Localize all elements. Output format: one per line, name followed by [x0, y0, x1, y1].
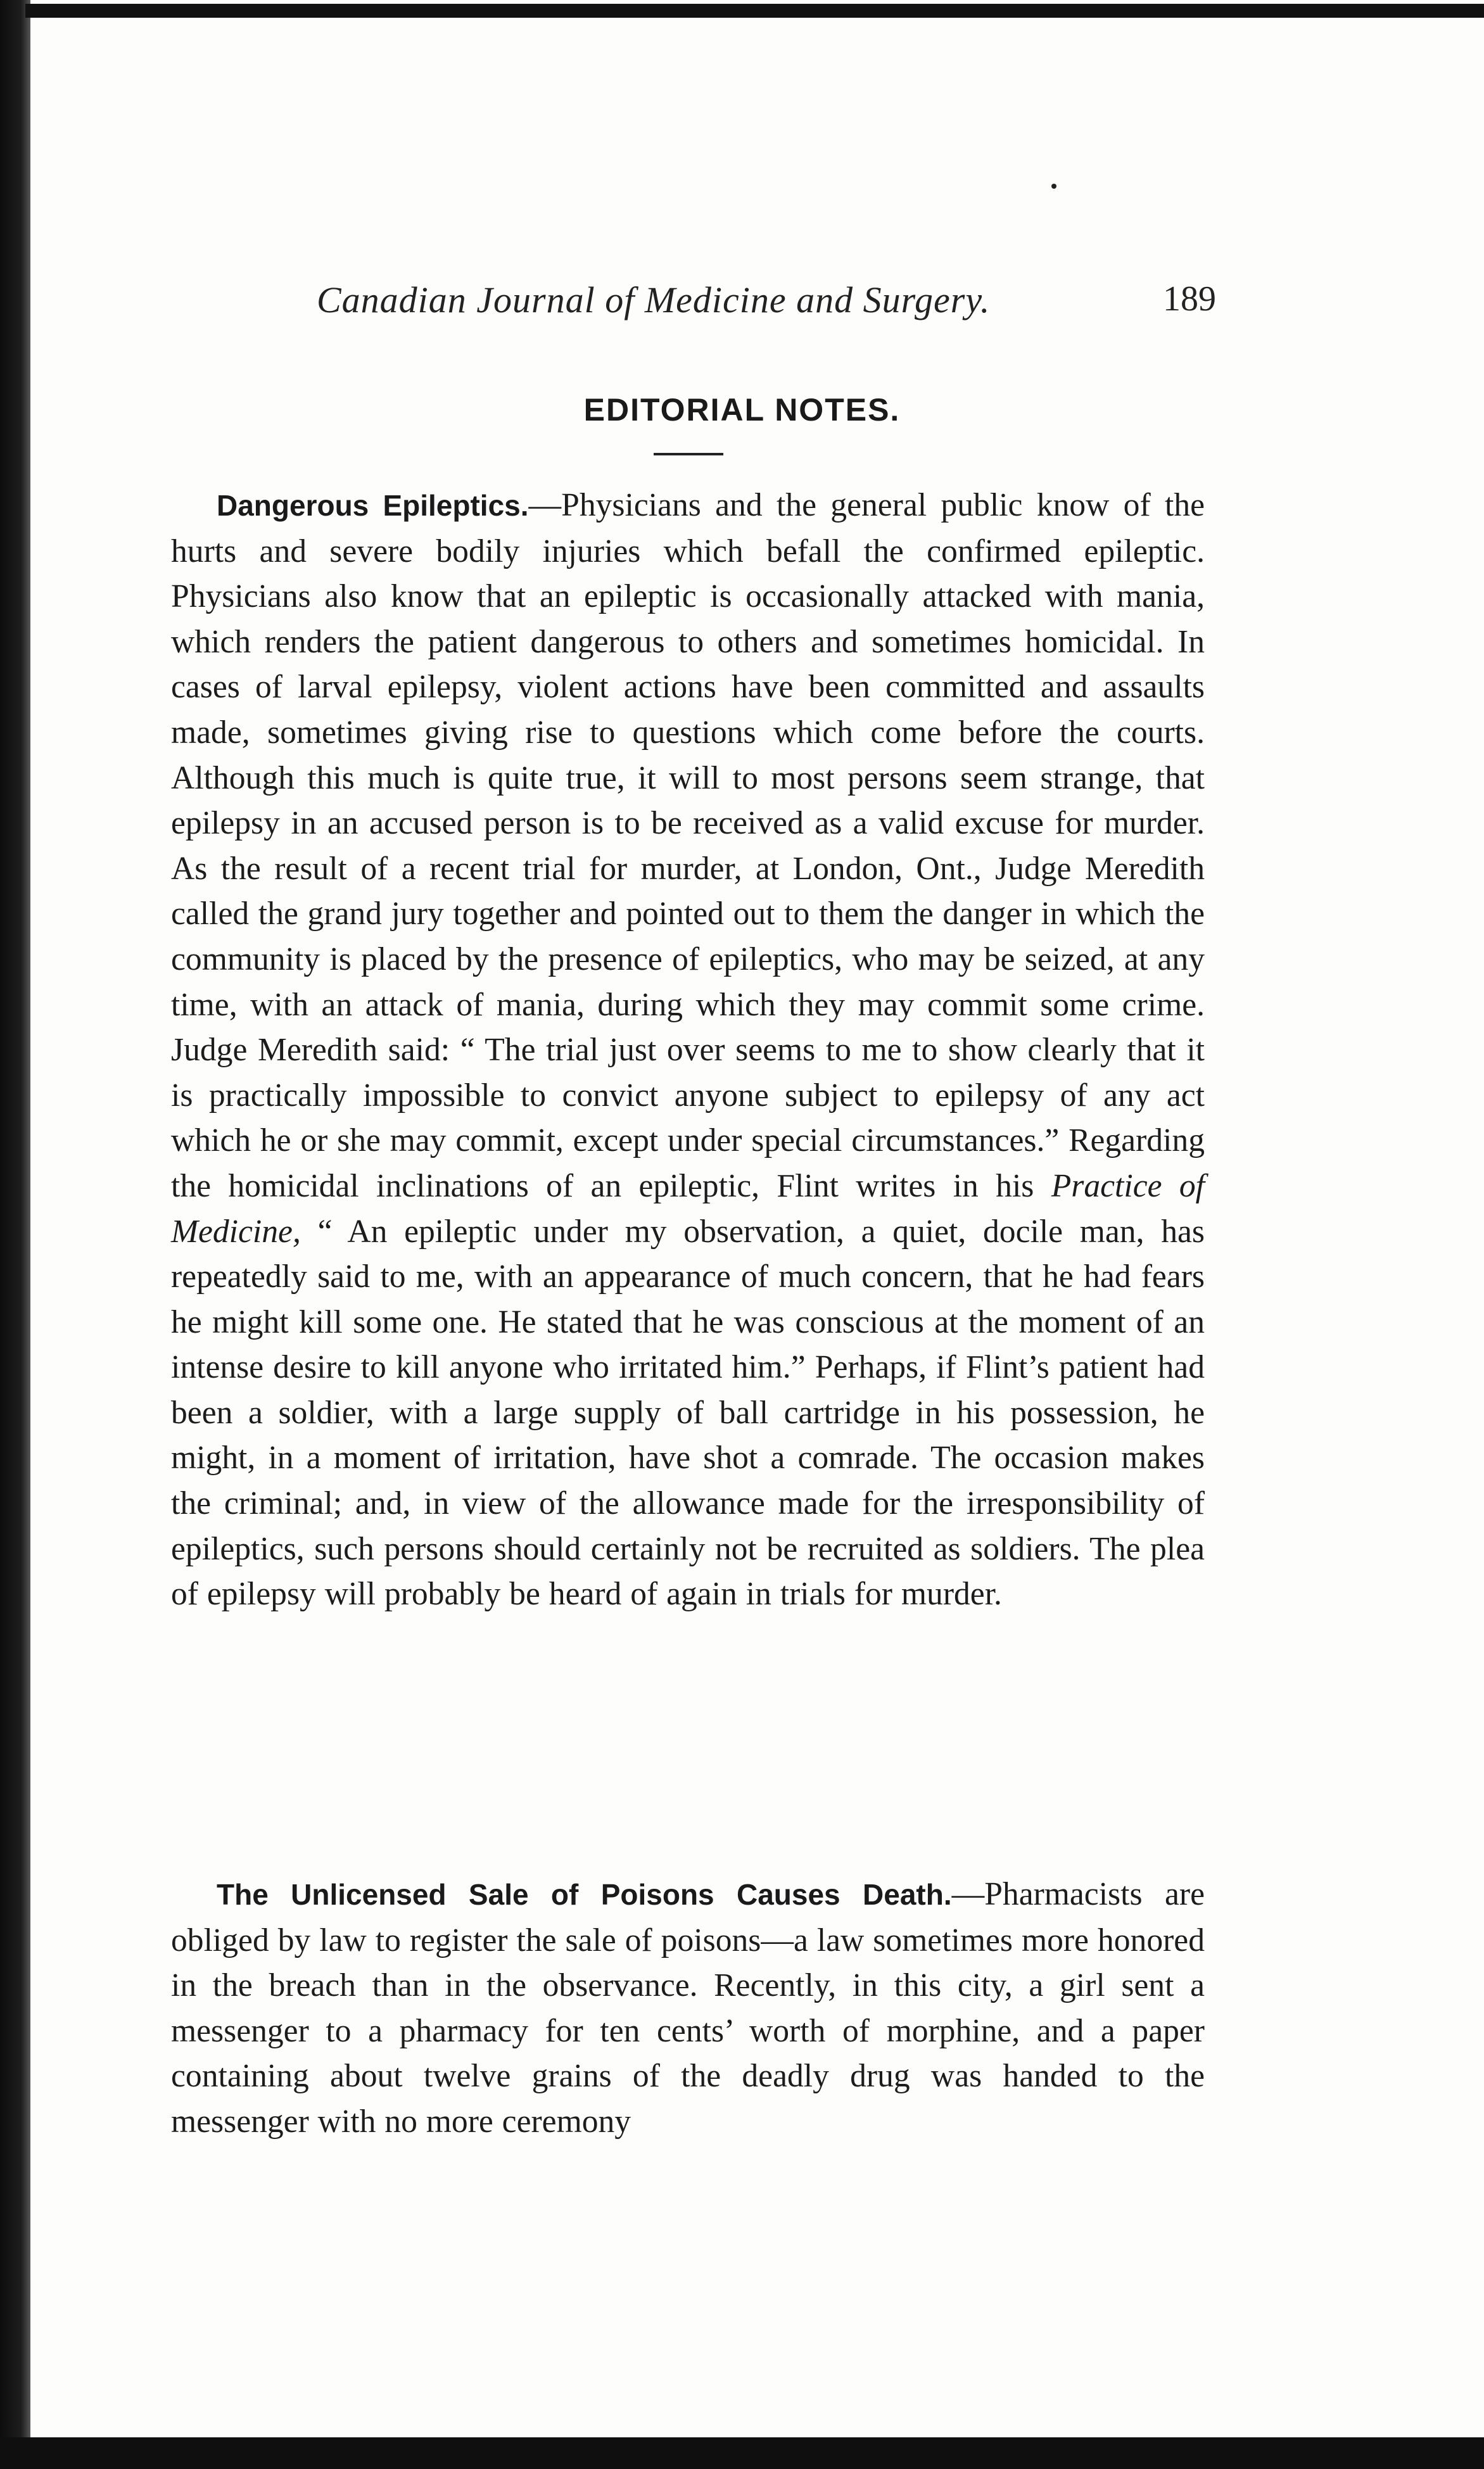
book-title: Practice of Medicine, — [171, 1167, 1205, 1250]
scan-border-bottom — [0, 2437, 1484, 2469]
scan-speck — [1051, 184, 1056, 189]
article-unlicensed-sale-of-poisons: The Unlicensed Sale of Poisons Causes Death.—Pharmacists are obliged by law to register the sale of poisons—a law sometimes more honored in the breach than in the observance. Recently, in this city, a girl sent a messenger to a pharmacy for ten cents’ worth of morphine, and a paper containing about twelve grains of the deadly drug was handed to the messenger with no more ceremony — [171, 1876, 1205, 2140]
scan-border-left — [0, 0, 30, 2469]
article-title: Dangerous Epileptics. — [217, 489, 529, 522]
page-number: 189 — [1163, 279, 1216, 319]
article-dangerous-epileptics: Dangerous Epileptics.—Physicians and the general public know of the hurts and severe bodily injuries which befall the confirmed epileptic. Physicians also know that an epileptic is occasionally attacked with mania, which renders the patient dangerous to others and sometimes homicidal. In cases of larval epilepsy, violent actions have been committed and assaults made, sometimes giving rise to questions which come before the courts. Although this much is quite true, it will to most persons seem strange, that epilepsy in an accused person is to be received as a valid excuse for murder. As the result of a recent trial for murder, at London, Ont., Judge Meredith called the grand jury together and pointed out to them the danger in which the community is placed by the presence of epileptics, who may be seized, at any time, with an attack of mania, during which they may commit some crime. Judge Meredith said: “ The trial just over seems to me to show clearly that it is practically impossible to convict anyone subject to epilepsy of any act which he or she may commit, except under special circumstances.” Regarding the homicidal inclinations of an epileptic, Flint writes in his Practice of Medicine, “ An epileptic under my observation, a quiet, docile man, has repeatedly said to me, with an appearance of much concern, that he had fears he might kill some one. He stated that he was conscious at the moment of an intense desire to kill anyone who irritated him.” Perhaps, if Flint’s patient had been a soldier, with a large supply of ball cartridge in his possession, he might, in a moment of irritation, have shot a comrade. The occasion makes the criminal; and, in view of the allowance made for the irresponsibility of epileptics, such persons should certainly not be recruited as soldiers. The plea of epilepsy will probably be heard of again in trials for murder. — [171, 487, 1205, 1613]
scan-border-top — [25, 4, 1484, 18]
article-body: Pharmacists are obliged by law to register the sale of poisons—a law sometimes more honored in the breach than in the observance. Recently, in this city, a girl sent a messenger to a pharmacy for ten cents’ worth of morphine, and a paper containing about twelve grains of the deadly drug was handed to the messenger with no more ceremony — [171, 1876, 1205, 2140]
article-title: The Unlicensed Sale of Poisons Causes Death. — [217, 1878, 952, 1911]
section-heading: EDITORIAL NOTES. — [583, 392, 901, 428]
section-divider — [654, 453, 723, 455]
article-body: Physicians and the general public know of the hurts and severe bodily injuries which befall the confirmed epileptic. Physicians also know that an epileptic is occasionally attacked with mania, which renders the patient dangerous to others and sometimes homicidal. In cases of larval epilepsy, violent actions have been committed and assaults made, sometimes giving rise to questions which come before the courts. Although this much is quite true, it will to most persons seem strange, that epilepsy in an accused person is to be received as a valid excuse for murder. As the result of a recent trial for murder, at London, Ont., Judge Meredith called the grand jury together and pointed out to them the danger in which the community is placed by the presence of epileptics, who may be seized, at any time, with an attack of mania, during which they may commit some crime. Judge Meredith said: “ The trial just over seems to me to show clearly that it is practically impossible to convict anyone subject to epilepsy of any act which he or she may commit, except under special circumstances.” Regarding the homicidal inclinations of an epileptic, Flint writes in his — [171, 487, 1205, 1204]
running-header — [317, 279, 1216, 342]
article-body-continued: “ An epileptic under my observation, a quiet, docile man, has repeatedly said to me, with an appearance of much concern, that he had fears he might kill some one. He stated that he was conscious at the moment of an intense desire to kill anyone who irritated him.” Perhaps, if Flint’s patient had been a soldier, with a large supply of ball cartridge in his possession, he might, in a moment of irritation, have shot a comrade. The occasion makes the criminal; and, in view of the allowance made for the irresponsibility of epileptics, such persons should certainly not be recruited as soldiers. The plea of epilepsy will probably be heard of again in trials for murder. — [171, 1213, 1205, 1613]
journal-title: Canadian Journal of Medicine and Surgery. — [317, 279, 991, 321]
